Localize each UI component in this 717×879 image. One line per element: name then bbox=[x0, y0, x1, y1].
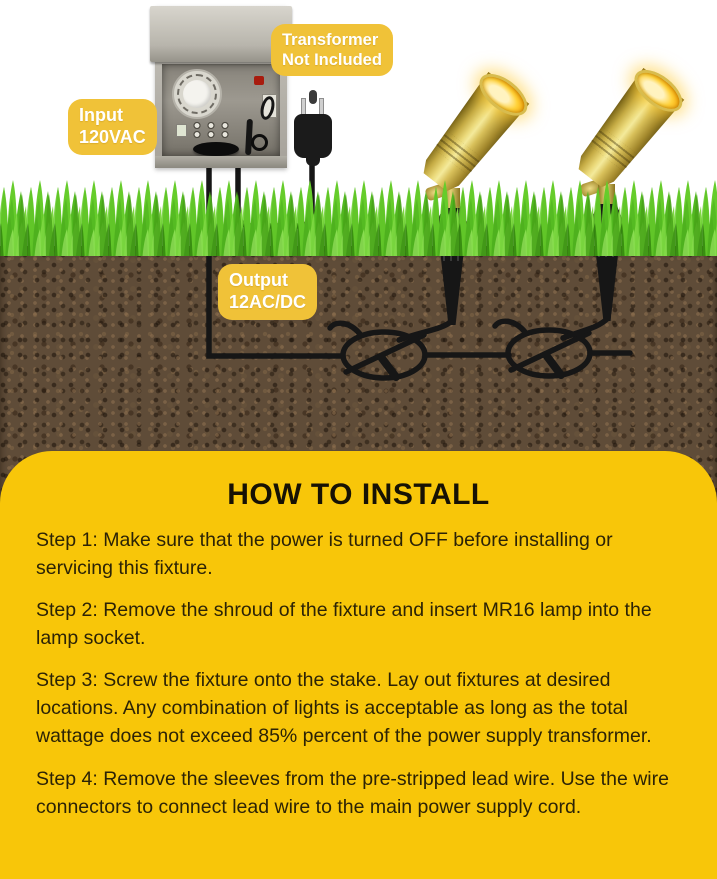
reset-button bbox=[254, 76, 264, 85]
install-steps bbox=[36, 526, 681, 821]
badge-line: Transformer bbox=[282, 31, 379, 49]
wire-stub-2 bbox=[546, 355, 561, 375]
install-step-4: Step 4: Remove the sleeves from the pre-stripped lead wire. Use the wire connectors to connect lead wire to the main power supply cord. bbox=[36, 767, 669, 818]
label-sticker bbox=[176, 124, 187, 137]
transformer-not-included-badge bbox=[271, 24, 393, 76]
transformer-box bbox=[155, 6, 287, 168]
wire-hook-1 bbox=[330, 323, 360, 334]
terminal-block bbox=[190, 121, 234, 139]
output-voltage-badge bbox=[218, 264, 317, 320]
input-voltage-badge bbox=[68, 99, 157, 155]
install-step-3: Step 3: Screw the fixture onto the stake. Lay out fixtures at desired locations. Any combination of lights is acceptable as long as the total wattage does not exceed 85% percent of the power supply transformer. bbox=[36, 669, 652, 748]
badge-line: Output bbox=[229, 270, 288, 290]
install-title: HOW TO INSTALL bbox=[227, 478, 490, 511]
power-plug-icon bbox=[294, 90, 332, 166]
grass bbox=[0, 178, 717, 256]
install-panel bbox=[0, 451, 717, 879]
install-step-1: Step 1: Make sure that the power is turned OFF before installing or servicing this fixture. bbox=[36, 529, 613, 580]
badge-line: Not Included bbox=[282, 51, 382, 70]
transformer-base bbox=[155, 156, 287, 168]
brass-lamp-head-2 bbox=[570, 68, 685, 195]
cable-gland-knob bbox=[193, 142, 239, 156]
badge-line: 120VAC bbox=[79, 126, 146, 147]
plug-body bbox=[294, 114, 332, 158]
coiled-cable-icon bbox=[251, 134, 268, 151]
badge-line: Input bbox=[79, 105, 123, 125]
ground-pin bbox=[309, 90, 317, 104]
wire-stub-1 bbox=[381, 357, 396, 377]
timer-dial bbox=[172, 69, 222, 119]
install-step-2: Step 2: Remove the shroud of the fixture and insert MR16 lamp into the lamp socket. bbox=[36, 599, 652, 650]
badge-line: 12AC/DC bbox=[229, 291, 307, 312]
